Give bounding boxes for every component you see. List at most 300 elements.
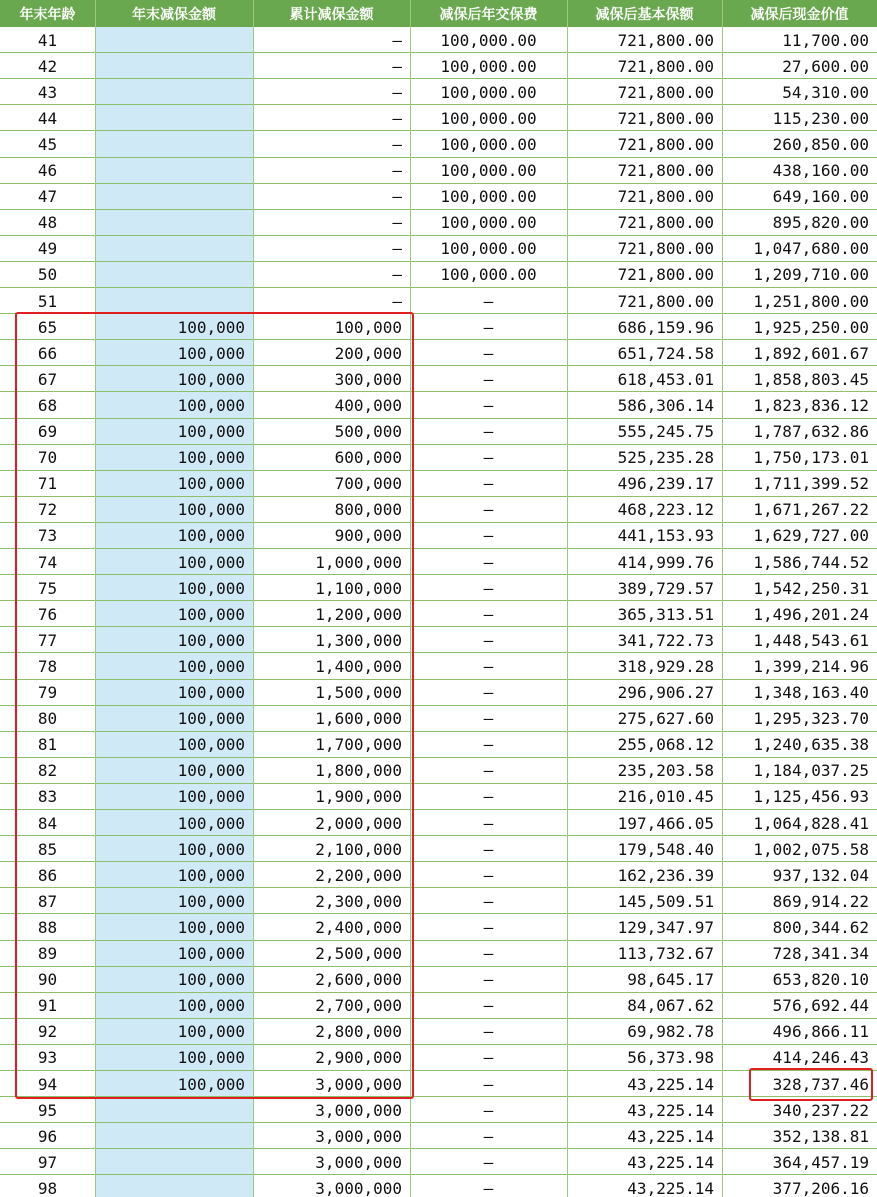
premium-cell[interactable]: 100,000.00 bbox=[440, 213, 537, 233]
base-sum-cell[interactable]: 365,313.51 bbox=[617, 604, 714, 624]
base-sum-cell[interactable]: 318,929.28 bbox=[617, 656, 714, 676]
age-cell[interactable]: 50 bbox=[37, 265, 58, 285]
cumulative-reduction-cell[interactable]: 2,400,000 bbox=[315, 917, 402, 937]
base-sum-cell[interactable]: 43,225.14 bbox=[627, 1152, 714, 1172]
cash-value-cell[interactable]: 328,737.46 bbox=[772, 1074, 869, 1094]
row-divider bbox=[0, 104, 877, 105]
premium-cell[interactable]: – bbox=[483, 291, 494, 311]
cash-value-cell[interactable]: 1,251,800.00 bbox=[753, 291, 869, 311]
age-cell[interactable]: 81 bbox=[37, 735, 58, 755]
cash-value-cell[interactable]: 1,892,601.67 bbox=[753, 343, 869, 363]
cumulative-reduction-cell[interactable]: 1,100,000 bbox=[315, 578, 402, 598]
header-premium: 减保后年交保费 bbox=[439, 6, 538, 23]
age-cell[interactable]: 68 bbox=[37, 395, 58, 415]
cumulative-reduction-cell[interactable]: 800,000 bbox=[334, 500, 402, 520]
cash-value-cell[interactable]: 115,230.00 bbox=[772, 108, 869, 128]
age-cell[interactable]: 77 bbox=[37, 630, 58, 650]
age-cell[interactable]: 89 bbox=[37, 944, 58, 964]
premium-cell[interactable]: 100,000.00 bbox=[440, 56, 537, 76]
cumulative-reduction-cell[interactable]: 300,000 bbox=[334, 369, 402, 389]
base-sum-cell[interactable]: 255,068.12 bbox=[617, 735, 714, 755]
base-sum-cell[interactable]: 69,982.78 bbox=[627, 1022, 714, 1042]
cash-value-cell[interactable]: 54,310.00 bbox=[782, 82, 869, 102]
row-divider bbox=[0, 130, 877, 131]
cumulative-reduction-cell[interactable]: – bbox=[392, 239, 402, 259]
cumulative-reduction-cell[interactable]: 2,100,000 bbox=[315, 839, 402, 859]
header-row bbox=[0, 0, 877, 27]
header-age: 年末年龄 bbox=[19, 6, 76, 23]
cumulative-reduction-cell[interactable]: 2,500,000 bbox=[315, 944, 402, 964]
cumulative-reduction-cell[interactable]: 1,600,000 bbox=[315, 709, 402, 729]
cash-value-cell[interactable]: 414,246.43 bbox=[772, 1048, 869, 1068]
age-cell[interactable]: 85 bbox=[37, 839, 58, 859]
annual-reduction-cell[interactable] bbox=[95, 210, 253, 236]
annual-reduction-cell[interactable]: 100,000 bbox=[177, 865, 245, 885]
annual-reduction-cell[interactable] bbox=[95, 131, 253, 157]
premium-cell[interactable]: 100,000.00 bbox=[440, 134, 537, 154]
cumulative-reduction-cell[interactable]: – bbox=[392, 187, 402, 207]
age-cell[interactable]: 43 bbox=[37, 82, 58, 102]
column-divider bbox=[567, 0, 568, 1197]
base-sum-cell[interactable]: 721,800.00 bbox=[617, 265, 714, 285]
annual-reduction-cell[interactable]: 100,000 bbox=[177, 474, 245, 494]
premium-cell[interactable]: – bbox=[483, 526, 494, 546]
cumulative-reduction-cell[interactable]: 3,000,000 bbox=[315, 1074, 402, 1094]
base-sum-cell[interactable]: 721,800.00 bbox=[617, 108, 714, 128]
age-cell[interactable]: 41 bbox=[37, 30, 58, 50]
cumulative-reduction-cell[interactable]: 3,000,000 bbox=[315, 1126, 402, 1146]
annual-reduction-cell[interactable]: 100,000 bbox=[177, 787, 245, 807]
cash-value-cell[interactable]: 438,160.00 bbox=[772, 161, 869, 181]
cumulative-reduction-cell[interactable]: – bbox=[392, 82, 402, 102]
cumulative-reduction-cell[interactable]: – bbox=[392, 134, 402, 154]
header-cumulative-reduction: 累计减保金额 bbox=[289, 6, 374, 23]
annual-reduction-cell[interactable]: 100,000 bbox=[177, 422, 245, 442]
annual-reduction-cell[interactable]: 100,000 bbox=[177, 604, 245, 624]
cumulative-reduction-cell[interactable]: 2,200,000 bbox=[315, 865, 402, 885]
base-sum-cell[interactable]: 525,235.28 bbox=[617, 448, 714, 468]
base-sum-cell[interactable]: 179,548.40 bbox=[617, 839, 714, 859]
base-sum-cell[interactable]: 162,236.39 bbox=[617, 865, 714, 885]
cash-value-cell[interactable]: 496,866.11 bbox=[772, 1022, 869, 1042]
cumulative-reduction-cell[interactable]: 1,700,000 bbox=[315, 735, 402, 755]
premium-cell[interactable]: 100,000.00 bbox=[440, 161, 537, 181]
premium-cell[interactable]: – bbox=[483, 813, 494, 833]
annual-reduction-cell[interactable] bbox=[95, 236, 253, 262]
highlight-box-cash-value bbox=[749, 1068, 873, 1101]
cumulative-reduction-cell[interactable]: 2,700,000 bbox=[315, 996, 402, 1016]
cumulative-reduction-cell[interactable]: 400,000 bbox=[334, 395, 402, 415]
annual-reduction-cell[interactable]: 100,000 bbox=[177, 709, 245, 729]
base-sum-cell[interactable]: 721,800.00 bbox=[617, 161, 714, 181]
cash-value-cell[interactable]: 1,399,214.96 bbox=[753, 656, 869, 676]
age-cell[interactable]: 88 bbox=[37, 917, 58, 937]
annual-reduction-cell[interactable]: 100,000 bbox=[177, 369, 245, 389]
base-sum-cell[interactable]: 43,225.14 bbox=[627, 1178, 714, 1197]
cash-value-cell[interactable]: 1,125,456.93 bbox=[753, 787, 869, 807]
row-divider bbox=[0, 235, 877, 236]
cumulative-reduction-cell[interactable]: 1,300,000 bbox=[315, 630, 402, 650]
age-cell[interactable]: 92 bbox=[37, 1022, 58, 1042]
annual-reduction-cell[interactable]: 100,000 bbox=[177, 526, 245, 546]
premium-cell[interactable]: – bbox=[483, 630, 494, 650]
base-sum-cell[interactable]: 296,906.27 bbox=[617, 683, 714, 703]
premium-cell[interactable]: – bbox=[483, 448, 494, 468]
cash-value-cell[interactable]: 728,341.34 bbox=[772, 944, 869, 964]
base-sum-cell[interactable]: 129,347.97 bbox=[617, 917, 714, 937]
age-cell[interactable]: 79 bbox=[37, 683, 58, 703]
annual-reduction-cell[interactable]: 100,000 bbox=[177, 630, 245, 650]
cumulative-reduction-cell[interactable]: 2,300,000 bbox=[315, 891, 402, 911]
row-divider bbox=[0, 183, 877, 184]
annual-reduction-cell[interactable]: 100,000 bbox=[177, 813, 245, 833]
annual-reduction-cell[interactable]: 100,000 bbox=[177, 578, 245, 598]
base-sum-cell[interactable]: 43,225.14 bbox=[627, 1126, 714, 1146]
row-divider bbox=[0, 1122, 877, 1123]
annual-reduction-cell[interactable] bbox=[95, 27, 253, 53]
age-cell[interactable]: 83 bbox=[37, 787, 58, 807]
premium-cell[interactable]: – bbox=[483, 1126, 494, 1146]
age-cell[interactable]: 44 bbox=[37, 108, 58, 128]
cash-value-cell[interactable]: 1,671,267.22 bbox=[753, 500, 869, 520]
age-cell[interactable]: 67 bbox=[37, 369, 58, 389]
premium-cell[interactable]: – bbox=[483, 369, 494, 389]
age-cell[interactable]: 84 bbox=[37, 813, 58, 833]
age-cell[interactable]: 49 bbox=[37, 239, 58, 259]
annual-reduction-cell[interactable]: 100,000 bbox=[177, 996, 245, 1016]
table-row bbox=[0, 53, 877, 79]
premium-cell[interactable]: – bbox=[483, 1100, 494, 1120]
annual-reduction-cell[interactable]: 100,000 bbox=[177, 683, 245, 703]
base-sum-cell[interactable]: 145,509.51 bbox=[617, 891, 714, 911]
cumulative-reduction-cell[interactable]: – bbox=[392, 56, 402, 76]
age-cell[interactable]: 95 bbox=[37, 1100, 58, 1120]
age-cell[interactable]: 94 bbox=[37, 1074, 58, 1094]
premium-cell[interactable]: – bbox=[483, 1022, 494, 1042]
base-sum-cell[interactable]: 441,153.93 bbox=[617, 526, 714, 546]
age-cell[interactable]: 51 bbox=[37, 291, 58, 311]
cash-value-cell[interactable]: 340,237.22 bbox=[772, 1100, 869, 1120]
premium-cell[interactable]: – bbox=[483, 683, 494, 703]
base-sum-cell[interactable]: 389,729.57 bbox=[617, 578, 714, 598]
age-cell[interactable]: 78 bbox=[37, 656, 58, 676]
cash-value-cell[interactable]: 1,047,680.00 bbox=[753, 239, 869, 259]
premium-cell[interactable]: – bbox=[483, 1178, 494, 1197]
cash-value-cell[interactable]: 937,132.04 bbox=[772, 865, 869, 885]
base-sum-cell[interactable]: 496,239.17 bbox=[617, 474, 714, 494]
base-sum-cell[interactable]: 43,225.14 bbox=[627, 1100, 714, 1120]
age-cell[interactable]: 75 bbox=[37, 578, 58, 598]
cash-value-cell[interactable]: 1,925,250.00 bbox=[753, 317, 869, 337]
table-row bbox=[0, 288, 877, 314]
cash-value-cell[interactable]: 895,820.00 bbox=[772, 213, 869, 233]
cumulative-reduction-cell[interactable]: 1,200,000 bbox=[315, 604, 402, 624]
base-sum-cell[interactable]: 43,225.14 bbox=[627, 1074, 714, 1094]
premium-cell[interactable]: – bbox=[483, 1074, 494, 1094]
annual-reduction-cell[interactable]: 100,000 bbox=[177, 1048, 245, 1068]
age-cell[interactable]: 65 bbox=[37, 317, 58, 337]
premium-cell[interactable]: – bbox=[483, 343, 494, 363]
cumulative-reduction-cell[interactable]: 100,000 bbox=[334, 317, 402, 337]
age-cell[interactable]: 91 bbox=[37, 996, 58, 1016]
annual-reduction-cell[interactable]: 100,000 bbox=[177, 839, 245, 859]
age-cell[interactable]: 97 bbox=[37, 1152, 58, 1172]
table-row bbox=[0, 236, 877, 262]
annual-reduction-cell[interactable]: 100,000 bbox=[177, 317, 245, 337]
cash-value-cell[interactable]: 1,858,803.45 bbox=[753, 369, 869, 389]
cash-value-cell[interactable]: 869,914.22 bbox=[772, 891, 869, 911]
table-row bbox=[0, 79, 877, 105]
cash-value-cell[interactable]: 1,496,201.24 bbox=[753, 604, 869, 624]
base-sum-cell[interactable]: 721,800.00 bbox=[617, 134, 714, 154]
cumulative-reduction-cell[interactable]: 500,000 bbox=[334, 422, 402, 442]
premium-cell[interactable]: – bbox=[483, 500, 494, 520]
cumulative-reduction-cell[interactable]: 200,000 bbox=[334, 343, 402, 363]
table-row bbox=[0, 158, 877, 184]
age-cell[interactable]: 46 bbox=[37, 161, 58, 181]
cash-value-cell[interactable]: 1,586,744.52 bbox=[753, 552, 869, 572]
base-sum-cell[interactable]: 216,010.45 bbox=[617, 787, 714, 807]
annual-reduction-cell[interactable]: 100,000 bbox=[177, 656, 245, 676]
cash-value-cell[interactable]: 1,750,173.01 bbox=[753, 448, 869, 468]
cash-value-cell[interactable]: 1,209,710.00 bbox=[753, 265, 869, 285]
base-sum-cell[interactable]: 275,627.60 bbox=[617, 709, 714, 729]
cumulative-reduction-cell[interactable]: 2,900,000 bbox=[315, 1048, 402, 1068]
cumulative-reduction-cell[interactable]: 1,400,000 bbox=[315, 656, 402, 676]
annual-reduction-cell[interactable]: 100,000 bbox=[177, 343, 245, 363]
annual-reduction-cell[interactable] bbox=[95, 79, 253, 105]
cash-value-cell[interactable]: 1,711,399.52 bbox=[753, 474, 869, 494]
premium-cell[interactable]: 100,000.00 bbox=[440, 82, 537, 102]
cash-value-cell[interactable]: 11,700.00 bbox=[782, 30, 869, 50]
base-sum-cell[interactable]: 414,999.76 bbox=[617, 552, 714, 572]
cash-value-cell[interactable]: 352,138.81 bbox=[772, 1126, 869, 1146]
cash-value-cell[interactable]: 1,002,075.58 bbox=[753, 839, 869, 859]
base-sum-cell[interactable]: 197,466.05 bbox=[617, 813, 714, 833]
row-divider bbox=[0, 287, 877, 288]
annual-reduction-cell[interactable]: 100,000 bbox=[177, 448, 245, 468]
cash-value-cell[interactable]: 800,344.62 bbox=[772, 917, 869, 937]
age-cell[interactable]: 82 bbox=[37, 761, 58, 781]
cash-value-cell[interactable]: 1,184,037.25 bbox=[753, 761, 869, 781]
base-sum-cell[interactable]: 341,722.73 bbox=[617, 630, 714, 650]
annual-reduction-cell[interactable] bbox=[95, 184, 253, 210]
premium-cell[interactable]: – bbox=[483, 917, 494, 937]
age-cell[interactable]: 45 bbox=[37, 134, 58, 154]
cumulative-reduction-cell[interactable]: – bbox=[392, 291, 402, 311]
cumulative-reduction-cell[interactable]: 3,000,000 bbox=[315, 1178, 402, 1197]
cash-value-cell[interactable]: 27,600.00 bbox=[782, 56, 869, 76]
annual-reduction-cell[interactable] bbox=[95, 53, 253, 79]
annual-reduction-cell[interactable]: 100,000 bbox=[177, 970, 245, 990]
cash-value-cell[interactable]: 1,823,836.12 bbox=[753, 395, 869, 415]
table-row bbox=[0, 131, 877, 157]
age-cell[interactable]: 74 bbox=[37, 552, 58, 572]
age-cell[interactable]: 87 bbox=[37, 891, 58, 911]
annual-reduction-cell[interactable]: 100,000 bbox=[177, 395, 245, 415]
cumulative-reduction-cell[interactable]: 3,000,000 bbox=[315, 1152, 402, 1172]
premium-cell[interactable]: – bbox=[483, 474, 494, 494]
base-sum-cell[interactable]: 113,732.67 bbox=[617, 944, 714, 964]
table-row bbox=[0, 105, 877, 131]
cumulative-reduction-cell[interactable]: – bbox=[392, 213, 402, 233]
base-sum-cell[interactable]: 618,453.01 bbox=[617, 369, 714, 389]
cumulative-reduction-cell[interactable]: 2,000,000 bbox=[315, 813, 402, 833]
cash-value-cell[interactable]: 1,542,250.31 bbox=[753, 578, 869, 598]
base-sum-cell[interactable]: 468,223.12 bbox=[617, 500, 714, 520]
table-row bbox=[0, 1097, 877, 1123]
premium-cell[interactable]: – bbox=[483, 996, 494, 1016]
cash-value-cell[interactable]: 1,240,635.38 bbox=[753, 735, 869, 755]
cumulative-reduction-cell[interactable]: – bbox=[392, 108, 402, 128]
cash-value-cell[interactable]: 1,787,632.86 bbox=[753, 422, 869, 442]
age-cell[interactable]: 90 bbox=[37, 970, 58, 990]
header-cash-value: 减保后现金价值 bbox=[750, 6, 849, 23]
cumulative-reduction-cell[interactable]: 1,000,000 bbox=[315, 552, 402, 572]
age-cell[interactable]: 47 bbox=[37, 187, 58, 207]
row-divider bbox=[0, 209, 877, 210]
base-sum-cell[interactable]: 686,159.96 bbox=[617, 317, 714, 337]
column-divider bbox=[722, 0, 723, 1197]
cash-value-cell[interactable]: 1,448,543.61 bbox=[753, 630, 869, 650]
annual-reduction-cell[interactable] bbox=[95, 158, 253, 184]
cash-value-cell[interactable]: 260,850.00 bbox=[772, 134, 869, 154]
premium-cell[interactable]: – bbox=[483, 709, 494, 729]
premium-cell[interactable]: – bbox=[483, 1152, 494, 1172]
cash-value-cell[interactable]: 576,692.44 bbox=[772, 996, 869, 1016]
premium-cell[interactable]: – bbox=[483, 656, 494, 676]
premium-cell[interactable]: – bbox=[483, 761, 494, 781]
annual-reduction-cell[interactable]: 100,000 bbox=[177, 735, 245, 755]
age-cell[interactable]: 80 bbox=[37, 709, 58, 729]
base-sum-cell[interactable]: 84,067.62 bbox=[627, 996, 714, 1016]
annual-reduction-cell[interactable] bbox=[95, 1175, 253, 1197]
base-sum-cell[interactable]: 651,724.58 bbox=[617, 343, 714, 363]
premium-cell[interactable]: 100,000.00 bbox=[440, 187, 537, 207]
base-sum-cell[interactable]: 721,800.00 bbox=[617, 291, 714, 311]
age-cell[interactable]: 71 bbox=[37, 474, 58, 494]
cash-value-cell[interactable]: 1,348,163.40 bbox=[753, 683, 869, 703]
annual-reduction-cell[interactable]: 100,000 bbox=[177, 552, 245, 572]
premium-cell[interactable]: – bbox=[483, 395, 494, 415]
table-row bbox=[0, 1123, 877, 1149]
age-cell[interactable]: 69 bbox=[37, 422, 58, 442]
premium-cell[interactable]: – bbox=[483, 787, 494, 807]
cumulative-reduction-cell[interactable]: – bbox=[392, 265, 402, 285]
premium-cell[interactable]: 100,000.00 bbox=[440, 108, 537, 128]
cumulative-reduction-cell[interactable]: 900,000 bbox=[334, 526, 402, 546]
annual-reduction-cell[interactable]: 100,000 bbox=[177, 917, 245, 937]
base-sum-cell[interactable]: 721,800.00 bbox=[617, 187, 714, 207]
age-cell[interactable]: 72 bbox=[37, 500, 58, 520]
premium-cell[interactable]: – bbox=[483, 317, 494, 337]
age-cell[interactable]: 73 bbox=[37, 526, 58, 546]
premium-cell[interactable]: 100,000.00 bbox=[440, 30, 537, 50]
cumulative-reduction-cell[interactable]: 600,000 bbox=[334, 448, 402, 468]
base-sum-cell[interactable]: 721,800.00 bbox=[617, 56, 714, 76]
cumulative-reduction-cell[interactable]: 3,000,000 bbox=[315, 1100, 402, 1120]
cash-value-cell[interactable]: 377,206.16 bbox=[772, 1178, 869, 1197]
cash-value-cell[interactable]: 364,457.19 bbox=[772, 1152, 869, 1172]
base-sum-cell[interactable]: 721,800.00 bbox=[617, 30, 714, 50]
premium-cell[interactable]: 100,000.00 bbox=[440, 239, 537, 259]
cash-value-cell[interactable]: 649,160.00 bbox=[772, 187, 869, 207]
base-sum-cell[interactable]: 98,645.17 bbox=[627, 970, 714, 990]
age-cell[interactable]: 76 bbox=[37, 604, 58, 624]
premium-cell[interactable]: – bbox=[483, 578, 494, 598]
cumulative-reduction-cell[interactable]: 1,900,000 bbox=[315, 787, 402, 807]
annual-reduction-cell[interactable] bbox=[95, 1149, 253, 1175]
row-divider bbox=[0, 157, 877, 158]
annual-reduction-cell[interactable] bbox=[95, 1097, 253, 1123]
age-cell[interactable]: 86 bbox=[37, 865, 58, 885]
age-cell[interactable]: 96 bbox=[37, 1126, 58, 1146]
age-cell[interactable]: 42 bbox=[37, 56, 58, 76]
base-sum-cell[interactable]: 721,800.00 bbox=[617, 213, 714, 233]
age-cell[interactable]: 98 bbox=[37, 1178, 58, 1197]
age-cell[interactable]: 48 bbox=[37, 213, 58, 233]
annual-reduction-cell[interactable]: 100,000 bbox=[177, 1074, 245, 1094]
premium-cell[interactable]: – bbox=[483, 865, 494, 885]
annual-reduction-cell[interactable] bbox=[95, 1123, 253, 1149]
cumulative-reduction-cell[interactable]: – bbox=[392, 161, 402, 181]
cumulative-reduction-cell[interactable]: 1,500,000 bbox=[315, 683, 402, 703]
base-sum-cell[interactable]: 555,245.75 bbox=[617, 422, 714, 442]
annual-reduction-cell[interactable] bbox=[95, 262, 253, 288]
table-row bbox=[0, 1149, 877, 1175]
cumulative-reduction-cell[interactable]: 1,800,000 bbox=[315, 761, 402, 781]
cumulative-reduction-cell[interactable]: – bbox=[392, 30, 402, 50]
base-sum-cell[interactable]: 721,800.00 bbox=[617, 239, 714, 259]
cumulative-reduction-cell[interactable]: 2,800,000 bbox=[315, 1022, 402, 1042]
annual-reduction-cell[interactable]: 100,000 bbox=[177, 944, 245, 964]
base-sum-cell[interactable]: 56,373.98 bbox=[627, 1048, 714, 1068]
premium-cell[interactable]: – bbox=[483, 944, 494, 964]
premium-cell[interactable]: – bbox=[483, 604, 494, 624]
premium-cell[interactable]: – bbox=[483, 839, 494, 859]
premium-cell[interactable]: – bbox=[483, 970, 494, 990]
annual-reduction-cell[interactable]: 100,000 bbox=[177, 1022, 245, 1042]
annual-reduction-cell[interactable]: 100,000 bbox=[177, 500, 245, 520]
annual-reduction-cell[interactable]: 100,000 bbox=[177, 891, 245, 911]
annual-reduction-cell[interactable]: 100,000 bbox=[177, 761, 245, 781]
cash-value-cell[interactable]: 653,820.10 bbox=[772, 970, 869, 990]
row-divider bbox=[0, 261, 877, 262]
premium-cell[interactable]: – bbox=[483, 422, 494, 442]
premium-cell[interactable]: 100,000.00 bbox=[440, 265, 537, 285]
base-sum-cell[interactable]: 586,306.14 bbox=[617, 395, 714, 415]
base-sum-cell[interactable]: 235,203.58 bbox=[617, 761, 714, 781]
annual-reduction-cell[interactable] bbox=[95, 105, 253, 131]
row-divider bbox=[0, 52, 877, 53]
table-row bbox=[0, 1175, 877, 1197]
premium-cell[interactable]: – bbox=[483, 891, 494, 911]
annual-reduction-cell[interactable] bbox=[95, 288, 253, 314]
age-cell[interactable]: 70 bbox=[37, 448, 58, 468]
cumulative-reduction-cell[interactable]: 2,600,000 bbox=[315, 970, 402, 990]
premium-cell[interactable]: – bbox=[483, 1048, 494, 1068]
cash-value-cell[interactable]: 1,064,828.41 bbox=[753, 813, 869, 833]
base-sum-cell[interactable]: 721,800.00 bbox=[617, 82, 714, 102]
cumulative-reduction-cell[interactable]: 700,000 bbox=[334, 474, 402, 494]
age-cell[interactable]: 93 bbox=[37, 1048, 58, 1068]
age-cell[interactable]: 66 bbox=[37, 343, 58, 363]
premium-cell[interactable]: – bbox=[483, 735, 494, 755]
cash-value-cell[interactable]: 1,295,323.70 bbox=[753, 709, 869, 729]
table-row bbox=[0, 262, 877, 288]
premium-cell[interactable]: – bbox=[483, 552, 494, 572]
cash-value-cell[interactable]: 1,629,727.00 bbox=[753, 526, 869, 546]
